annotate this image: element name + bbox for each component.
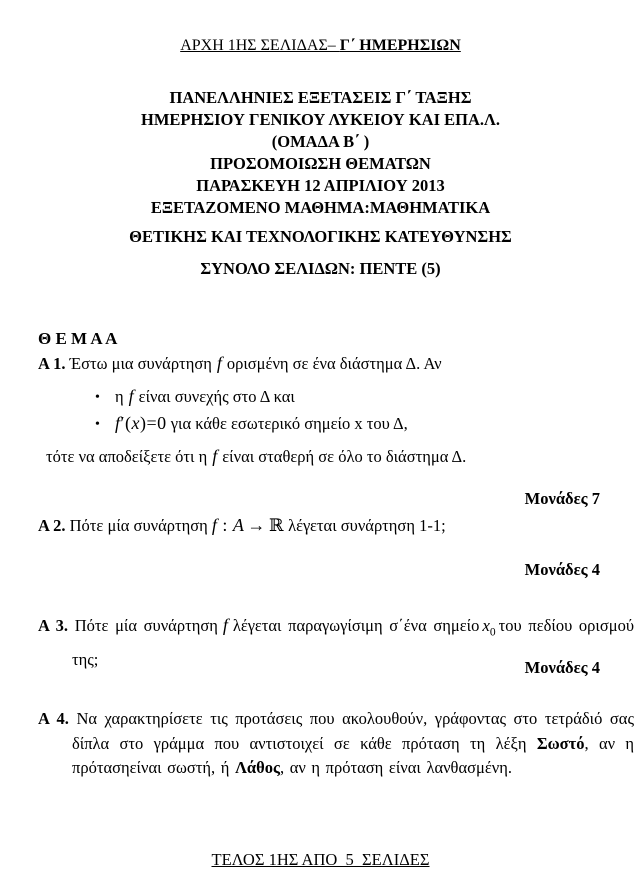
f-symbol: f [212, 446, 218, 466]
a3-text-pre: Πότε μία συνάρτηση [68, 616, 218, 635]
a1-bullet-1 [95, 386, 295, 408]
a3-text-mid: λέγεται παραγωγίσιμη σ΄ένα σημείο [232, 616, 480, 635]
section-heading: Θ Ε Μ Α Α [38, 329, 118, 348]
points-a1: Μονάδες 7 [524, 489, 600, 508]
page-footer [0, 850, 641, 870]
equals-zero: )=0 [139, 413, 167, 433]
header-prefix: ΑΡΧΗ 1ΗΣ ΣΕΛΙΔΑΣ– [180, 37, 340, 54]
x-symbol: x [131, 413, 140, 433]
a1-intro-text-post: ορισμένη σε ένα διάστημα Δ. Αν [226, 354, 442, 373]
title-line-1: ΠΑΝΕΛΛΗΝΙΕΣ ΕΞΕΤΑΣΕΙΣ Γ΄ ΤΑΞΗΣ [169, 88, 472, 107]
real-numbers-symbol: ℝ [268, 516, 284, 536]
derivative-equation [115, 413, 167, 433]
a4-word-wrong: Λάθος [235, 758, 280, 777]
question-a4 [38, 707, 634, 781]
a4-text-seg3: , αν η πρόταση είναι λανθασμένη. [279, 758, 512, 777]
title-line-4: ΠΡΟΣΟΜΟΙΩΣΗ ΘΕΜΑΤΩΝ [210, 154, 431, 173]
f-symbol: f [222, 615, 228, 635]
a2-text-post: λέγεται συνάρτηση 1-1; [283, 516, 446, 535]
f-symbol: f [128, 386, 134, 406]
exam-title-block [0, 87, 641, 219]
function-mapping-expression [212, 515, 284, 535]
a4-word-correct: Σωστό [536, 733, 585, 753]
x-symbol: x [482, 616, 490, 635]
question-a3-label: Α 3. [38, 616, 69, 635]
points-a2: Μονάδες 4 [524, 560, 600, 579]
question-a4-label: Α 4. [38, 709, 69, 728]
a1-bullet1-text-post: είναι συνεχής στο Δ και [138, 387, 295, 406]
a1-bullet2-text: για κάθε εσωτερικό σημείο x του Δ, [166, 414, 408, 433]
title-line-3: (ΟΜΑΔΑ Β΄ ) [271, 132, 370, 151]
bullet-icon: • [95, 417, 100, 432]
prime-open-paren: ′( [120, 413, 132, 433]
colon-symbol: : [217, 515, 233, 535]
f-symbol: f [216, 353, 222, 373]
x0-subscript: 0 [489, 626, 496, 639]
title-line-2: ΗΜΕΡΗΣΙΟΥ ΓΕΝΙΚΟΥ ΛΥΚΕΙΟΥ ΚΑΙ ΕΠΑ.Λ. [141, 110, 500, 129]
a3-text-post: του πεδίου ορισμού της; [72, 616, 635, 670]
question-a1-label: Α 1. [38, 354, 66, 373]
f-symbol: f [211, 515, 218, 535]
a4-text-seg1: Να χαρακτηρίσετε τις προτάσεις που ακολουθούν, γράφοντας στο τετράδιό σας δίπλα στο γράμμα που αντιστοιχεί σε κάθε πρόταση τη λέξη [68, 709, 634, 753]
x0-symbol [482, 616, 496, 639]
f-symbol: f [115, 413, 121, 433]
title-line-5: ΠΑΡΑΣΚΕΥΗ 12 ΑΠΡΙΛΙΟΥ 2013 [196, 176, 445, 195]
a1-bullet1-text-pre: η [115, 387, 124, 406]
question-a1-intro [38, 353, 442, 374]
a1-intro-text-pre: Έστω μια συνάρτηση [65, 354, 212, 373]
question-a2 [38, 515, 446, 537]
title-line-8: ΣΥΝΟΛΟ ΣΕΛΙΔΩΝ: ΠΕΝΤΕ (5) [200, 259, 441, 278]
a4-text-seg2: , αν η πρότασηείναι σωστή, ή [72, 733, 635, 777]
header-text [180, 37, 461, 54]
title-line-6: ΕΞΕΤΑΖΟΜΕΝΟ ΜΑΘΗΜΑ:ΜΑΘΗΜΑΤΙΚΑ [150, 198, 491, 217]
page-header [0, 37, 641, 55]
arrow-icon: → [247, 515, 266, 535]
points-a3: Μονάδες 4 [524, 658, 600, 677]
title-line-7: ΘΕΤΙΚΗΣ ΚΑΙ ΤΕΧΝΟΛΟΓΙΚΗΣ ΚΑΤΕΥΘΥΝΣΗΣ [129, 227, 512, 246]
a2-text-pre: Πότε μία συνάρτηση [65, 516, 212, 535]
a1-bullet-2 [95, 413, 408, 435]
footer-text: ΤΕΛΟΣ 1ΗΣ ΑΠΟ 5 ΣΕΛΙΔΕΣ [211, 850, 430, 869]
question-a2-label: Α 2. [38, 516, 66, 535]
header-emphasis: Γ΄ ΗΜΕΡΗΣΙΩΝ [339, 37, 461, 54]
a1-conclusion [46, 446, 466, 467]
domain-a-symbol: A [232, 515, 245, 535]
bullet-icon: • [95, 390, 100, 405]
a1-conclusion-text-pre: τότε να αποδείξετε ότι η [46, 447, 208, 466]
a1-conclusion-text-post: είναι σταθερή σε όλο το διάστημα Δ. [222, 447, 467, 466]
